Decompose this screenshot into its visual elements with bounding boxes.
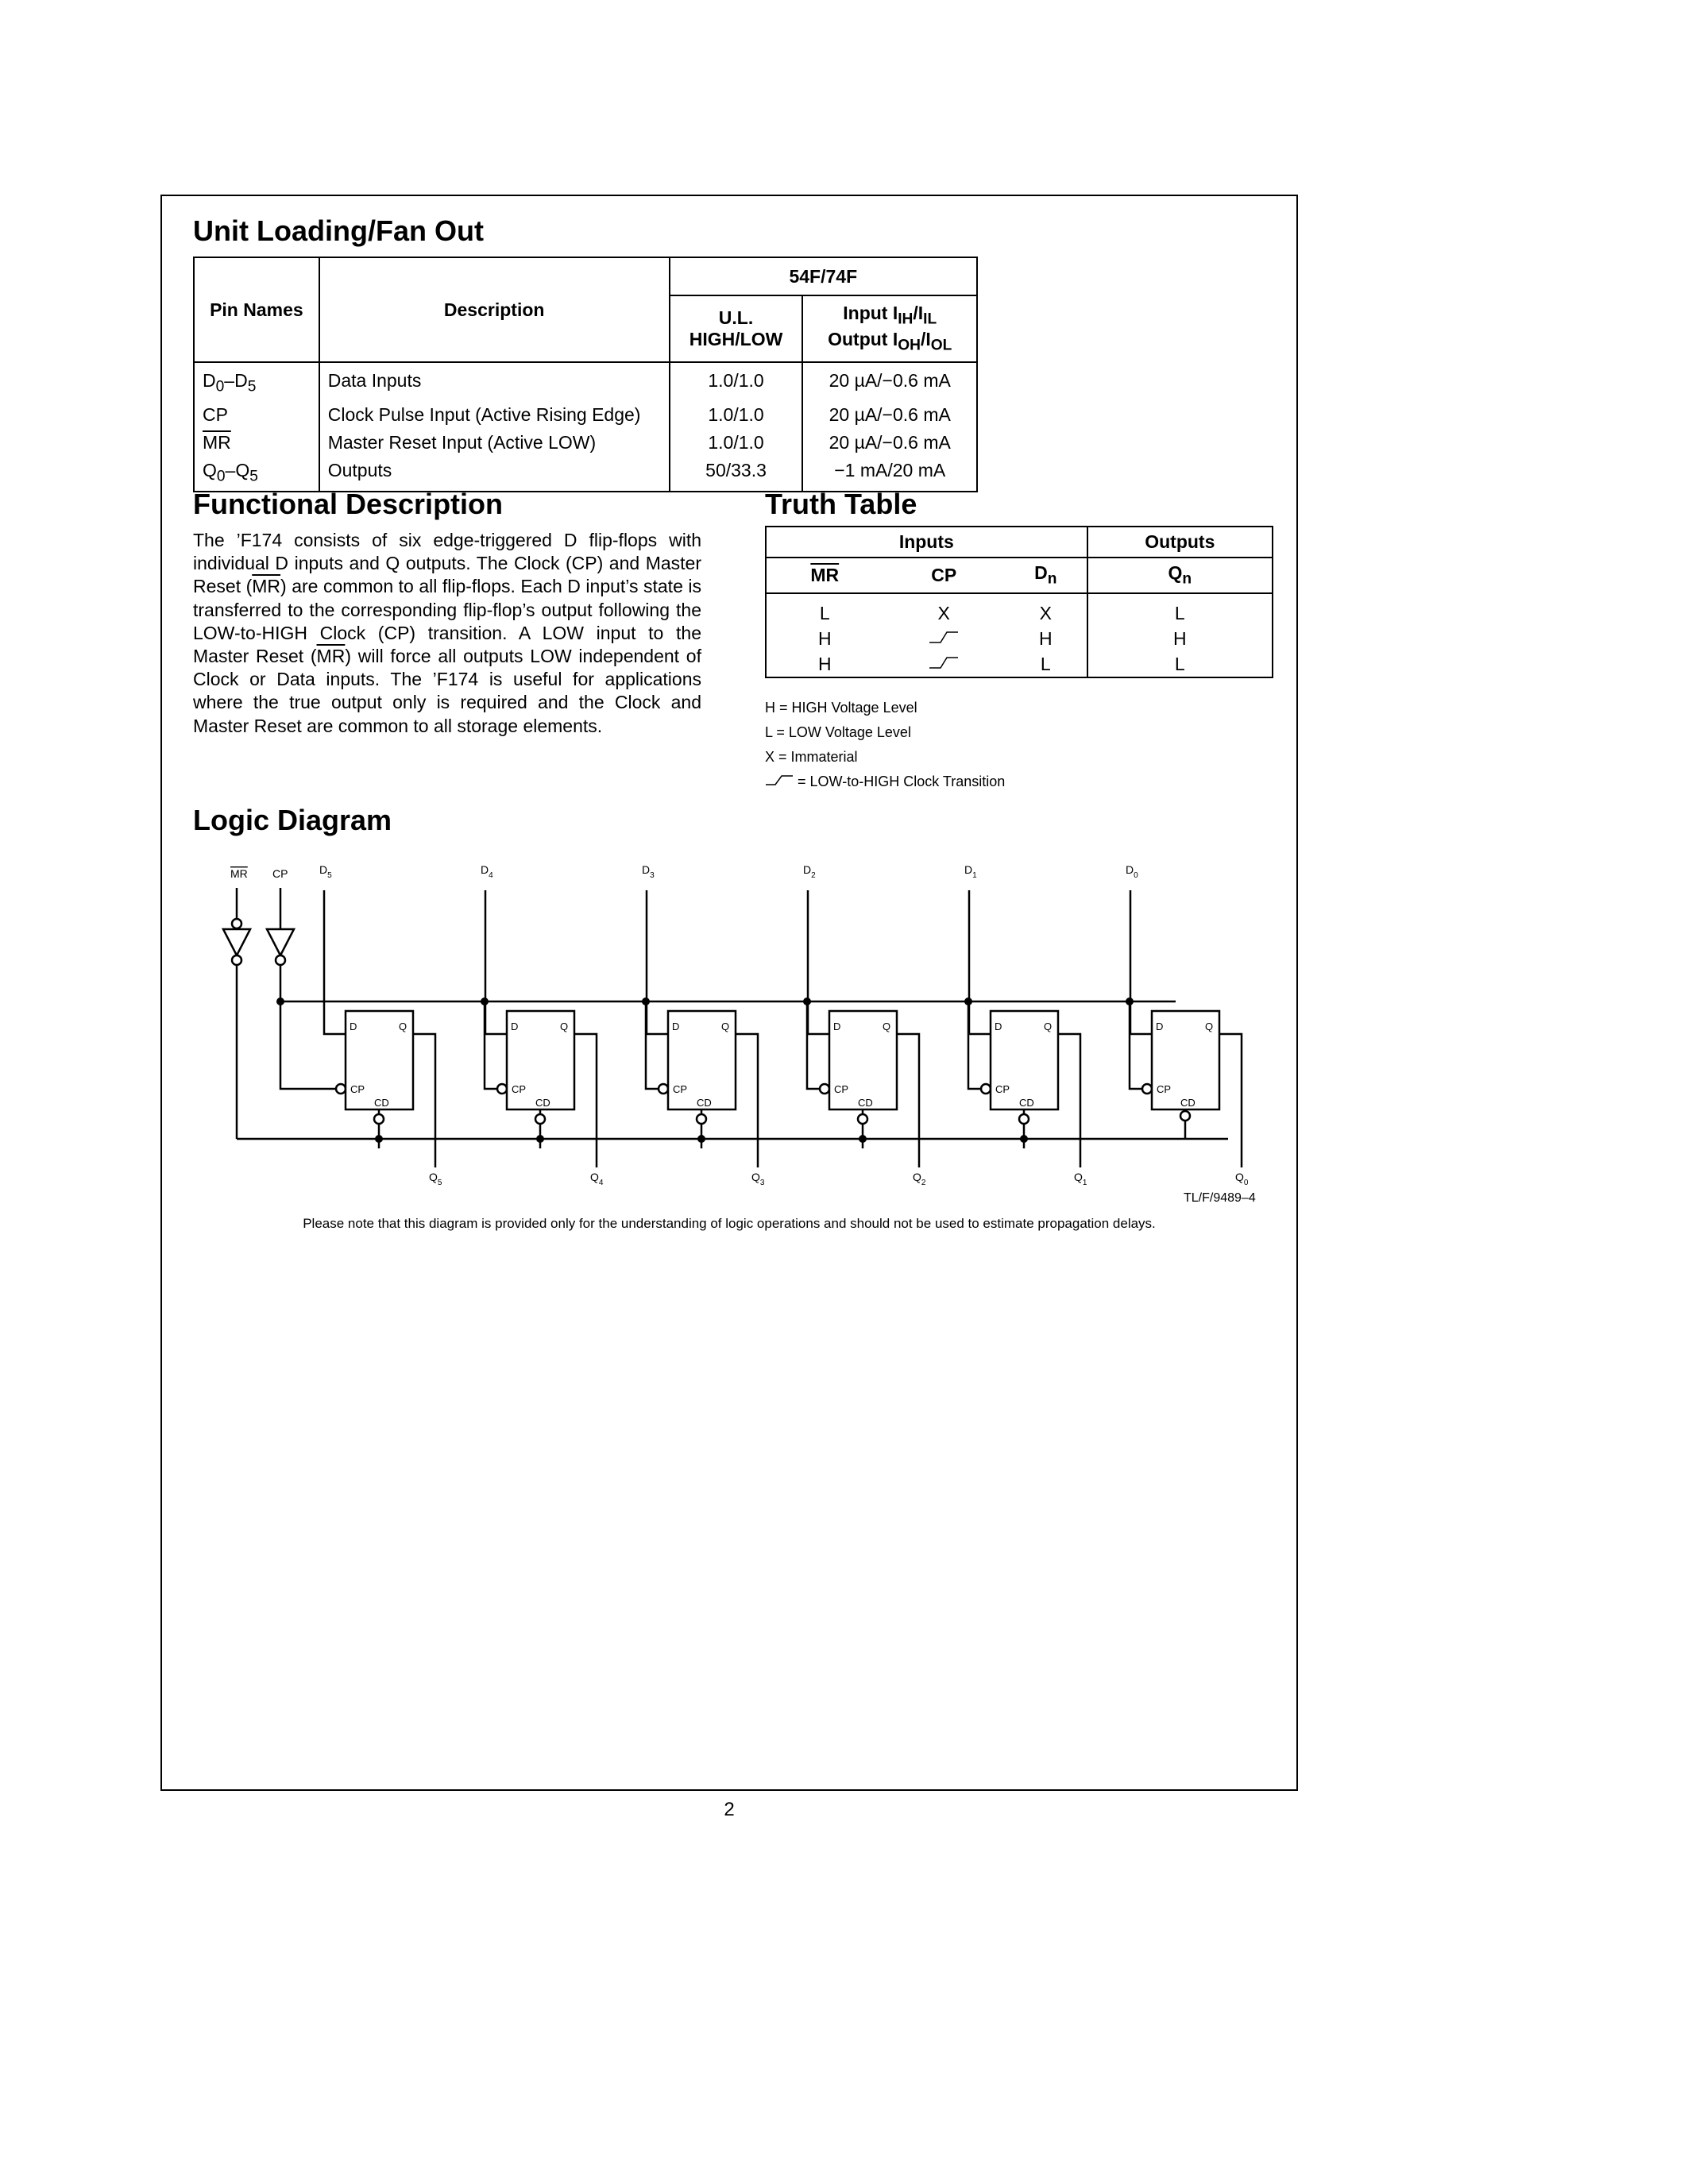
ff-d-label: D — [833, 1021, 841, 1032]
output-wire — [413, 1034, 435, 1167]
unit-loading-heading: Unit Loading/Fan Out — [193, 214, 484, 247]
tt-qn: L — [1087, 593, 1273, 626]
pin-current: −1 mA/20 mA — [802, 457, 977, 492]
data-input-wire — [324, 890, 346, 1034]
ff-d-label: D — [1156, 1021, 1164, 1032]
data-input-label: $D_5$ — [319, 863, 332, 880]
pin-current: 20 µA/−0.6 mA — [802, 429, 977, 457]
outputs-header: Outputs — [1087, 527, 1273, 558]
junction-dot — [536, 1135, 544, 1143]
legend-item: = LOW-to-HIGH Clock Transition — [765, 770, 1005, 794]
ff-cd-label: CD — [697, 1097, 712, 1109]
ul-header: U.L. HIGH/LOW — [670, 295, 803, 362]
ff-q-label: Q — [399, 1021, 408, 1032]
dn-header: $D_n$ — [1005, 558, 1087, 593]
tt-mr: L — [766, 593, 883, 626]
tt-qn: H — [1087, 626, 1273, 651]
data-input-wire — [1130, 890, 1152, 1034]
junction-dot — [375, 1135, 383, 1143]
page-number: 2 — [724, 1799, 735, 1820]
clock-bubble-icon — [659, 1084, 668, 1094]
ff-q-label: Q — [560, 1021, 569, 1032]
pin-ul: 1.0/1.0 — [670, 362, 803, 401]
junction-dot — [276, 997, 284, 1005]
ff-cd-label: CD — [1180, 1097, 1196, 1109]
clock-bubble-icon — [1142, 1084, 1152, 1094]
junction-dot — [964, 997, 972, 1005]
qn-header: $Q_n$ — [1087, 558, 1273, 593]
pin-current: 20 µA/−0.6 mA — [802, 401, 977, 429]
junction-dot — [481, 997, 489, 1005]
cp-header: CP — [883, 558, 1005, 593]
tt-qn: L — [1087, 651, 1273, 677]
family-header: 54F/74F — [670, 257, 977, 295]
figure-reference: TL/F/9489–4 — [1184, 1191, 1256, 1205]
ff-cp-label: CP — [512, 1083, 527, 1095]
reset-bubble-icon — [374, 1114, 384, 1124]
junction-dot — [1020, 1135, 1028, 1143]
pin-name: $\overline{MR}$ — [194, 429, 319, 457]
reset-bubble-icon — [1019, 1114, 1029, 1124]
output-label: $Q_1$ — [1074, 1171, 1087, 1187]
data-input-label: $D_4$ — [481, 863, 493, 880]
pin-description: Master Reset Input (Active LOW) — [319, 429, 670, 457]
output-wire — [574, 1034, 597, 1167]
tt-dn: X — [1005, 593, 1087, 626]
output-label: $Q_0$ — [1235, 1171, 1249, 1187]
data-input-wire — [808, 890, 829, 1034]
pin-current: 20 µA/−0.6 mA — [802, 362, 977, 401]
reset-bubble-icon — [697, 1114, 706, 1124]
pin-name: CP — [194, 401, 319, 429]
output-wire — [736, 1034, 758, 1167]
data-input-wire — [647, 890, 668, 1034]
ff-q-label: Q — [1205, 1021, 1214, 1032]
tt-dn: H — [1005, 626, 1087, 651]
clock-bubble-icon — [336, 1084, 346, 1094]
data-input-label: $D_3$ — [642, 863, 655, 880]
ff-d-label: D — [511, 1021, 519, 1032]
output-wire — [897, 1034, 919, 1167]
logic-diagram-heading: Logic Diagram — [193, 804, 392, 836]
pin-ul: 1.0/1.0 — [670, 401, 803, 429]
functional-description-heading: Functional Description — [193, 488, 504, 520]
output-label: $Q_5$ — [429, 1171, 442, 1187]
output-label: $Q_2$ — [913, 1171, 926, 1187]
ff-cp-label: CP — [1157, 1083, 1172, 1095]
tt-cp: X — [937, 602, 950, 623]
mr-input-label: MR — [230, 867, 248, 880]
ff-q-label: Q — [721, 1021, 730, 1032]
pin-names-header: Pin Names — [194, 257, 319, 362]
pin-name: $D_0-D_5$ — [194, 362, 319, 401]
junction-dot — [697, 1135, 705, 1143]
junction-dot — [803, 997, 811, 1005]
legend-item: X = Immaterial — [765, 749, 858, 765]
clock-bubble-icon — [981, 1084, 991, 1094]
ff-d-label: D — [672, 1021, 680, 1032]
output-label: $Q_3$ — [751, 1171, 765, 1187]
truth-table-heading: Truth Table — [765, 488, 917, 520]
functional-description-text: The ’F174 consists of six edge-triggered D flip-flops with individual D inputs and Q outputs. The Clock (CP) and Master Reset $(\overline{MR})$ are common to all flip-flops. Each D input’s state is transferred to the corresponding flip-flop’s output following the LOW-to-HIGH Clock (CP) transition. A LOW input to the Master Reset $(\overline{MR})$ will force all outputs LOW independent of Clock or Data inputs. The ’F174 is useful for applications where the true output only is required and the Clock and Master Reset are common to all storage elements. — [193, 530, 701, 736]
output-wire — [1058, 1034, 1080, 1167]
ff-cd-label: CD — [1019, 1097, 1034, 1109]
junction-dot — [642, 997, 650, 1005]
junction-dot — [1126, 997, 1134, 1005]
reset-bubble-icon — [858, 1114, 867, 1124]
ff-cd-label: CD — [374, 1097, 389, 1109]
legend-item: L = LOW Voltage Level — [765, 724, 911, 740]
tt-dn: L — [1005, 651, 1087, 677]
pin-description: Clock Pulse Input (Active Rising Edge) — [319, 401, 670, 429]
inputs-header: Inputs — [766, 527, 1087, 558]
ff-cp-label: CP — [673, 1083, 688, 1095]
clock-bubble-icon — [497, 1084, 507, 1094]
ff-cp-label: CP — [834, 1083, 849, 1095]
cp-input-label: CP — [272, 867, 288, 880]
tt-mr: H — [766, 651, 883, 677]
ff-q-label: Q — [1044, 1021, 1053, 1032]
legend-item: H = HIGH Voltage Level — [765, 700, 917, 716]
pin-ul: 1.0/1.0 — [670, 429, 803, 457]
pin-description: Outputs — [319, 457, 670, 492]
ff-cp-label: CP — [350, 1083, 365, 1095]
clock-wire — [646, 1001, 659, 1089]
clock-wire — [485, 1001, 497, 1089]
tt-mr: H — [766, 626, 883, 651]
data-input-wire — [969, 890, 991, 1034]
junction-dot — [859, 1135, 867, 1143]
output-label: $Q_4$ — [590, 1171, 604, 1187]
data-input-label: $D_2$ — [803, 863, 816, 880]
ff-cp-label: CP — [995, 1083, 1010, 1095]
ff-cd-label: CD — [535, 1097, 550, 1109]
clock-wire — [1130, 1001, 1142, 1089]
data-input-wire — [485, 890, 507, 1034]
mr-header: $\overline{MR}$ — [766, 558, 883, 593]
pin-description: Data Inputs — [319, 362, 670, 401]
ff-d-label: D — [995, 1021, 1002, 1032]
clock-wire — [807, 1001, 820, 1089]
ff-q-label: Q — [883, 1021, 891, 1032]
clock-wire — [280, 1001, 336, 1089]
ff-cd-label: CD — [858, 1097, 873, 1109]
current-header: Input $I_{IH}/I_{IL}$ Output $I_{OH}/I_{OL}$ — [802, 295, 977, 362]
data-input-label: $D_0$ — [1126, 863, 1138, 880]
data-input-label: $D_1$ — [964, 863, 977, 880]
clock-bubble-icon — [820, 1084, 829, 1094]
ff-d-label: D — [350, 1021, 357, 1032]
diagram-note: Please note that this diagram is provided only for the understanding of logic operations and should not be used to estimate propagation delays. — [303, 1216, 1156, 1231]
pin-name: $Q_0-Q_5$ — [194, 457, 319, 492]
reset-bubble-icon — [1180, 1111, 1190, 1121]
output-wire — [1219, 1034, 1242, 1167]
description-header: Description — [319, 257, 670, 362]
clock-wire — [968, 1001, 981, 1089]
pin-ul: 50/33.3 — [670, 457, 803, 492]
reset-bubble-icon — [535, 1114, 545, 1124]
